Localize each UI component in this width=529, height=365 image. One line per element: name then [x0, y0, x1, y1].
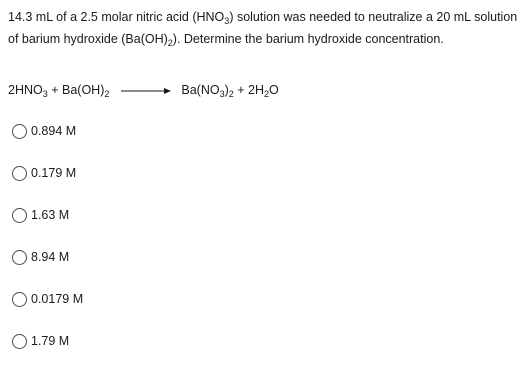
answer-option-5[interactable]	[12, 288, 312, 310]
question-subscript-1: 3	[224, 16, 230, 26]
answer-option-label: 0.0179 M	[31, 292, 84, 306]
question-part-2: ) solution was needed to neutralize a 20 mL solution of barium hydroxide (Ba(OH)	[8, 10, 518, 46]
reactant-hno3: 2HNO	[8, 83, 43, 97]
answer-option-label: 8.94 M	[31, 250, 70, 264]
answer-option-2[interactable]	[12, 162, 312, 184]
question-text	[8, 6, 518, 50]
radio-button-icon[interactable]	[12, 334, 27, 349]
product-bano3: Ba(NO	[181, 83, 220, 97]
product-subscript-3: 2	[264, 89, 270, 99]
answer-option-3[interactable]	[12, 204, 312, 226]
answer-option-label: 0.894 M	[31, 124, 77, 138]
question-part-3: ). Determine the barium hydroxide concentration.	[172, 32, 444, 46]
product-water-o: O	[269, 83, 279, 97]
answer-option-4[interactable]	[12, 246, 312, 268]
equation-reactants	[8, 83, 109, 97]
question-part-1: 14.3 mL of a 2.5 molar nitric acid (HNO	[8, 10, 225, 24]
product-paren: )	[224, 83, 229, 97]
reactant-subscript-1: 3	[42, 89, 48, 99]
product-subscript-2: 2	[228, 89, 234, 99]
answer-option-6[interactable]	[12, 330, 312, 352]
answer-option-1[interactable]	[12, 120, 312, 142]
reaction-arrow-icon	[121, 86, 171, 96]
chemical-equation	[8, 80, 518, 100]
question-subscript-2: 2	[167, 38, 173, 48]
product-subscript-1: 3	[219, 89, 225, 99]
radio-button-icon[interactable]	[12, 124, 27, 139]
answer-options	[12, 120, 312, 365]
reactant-baoh2: + Ba(OH)	[47, 83, 105, 97]
radio-button-icon[interactable]	[12, 208, 27, 223]
radio-button-icon[interactable]	[12, 250, 27, 265]
answer-option-label: 1.63 M	[31, 208, 70, 222]
reactant-subscript-2: 2	[104, 89, 110, 99]
equation-products	[181, 83, 278, 97]
radio-button-icon[interactable]	[12, 166, 27, 181]
radio-button-icon[interactable]	[12, 292, 27, 307]
answer-option-label: 1.79 M	[31, 334, 70, 348]
answer-option-label: 0.179 M	[31, 166, 77, 180]
product-water: + 2H	[233, 83, 265, 97]
